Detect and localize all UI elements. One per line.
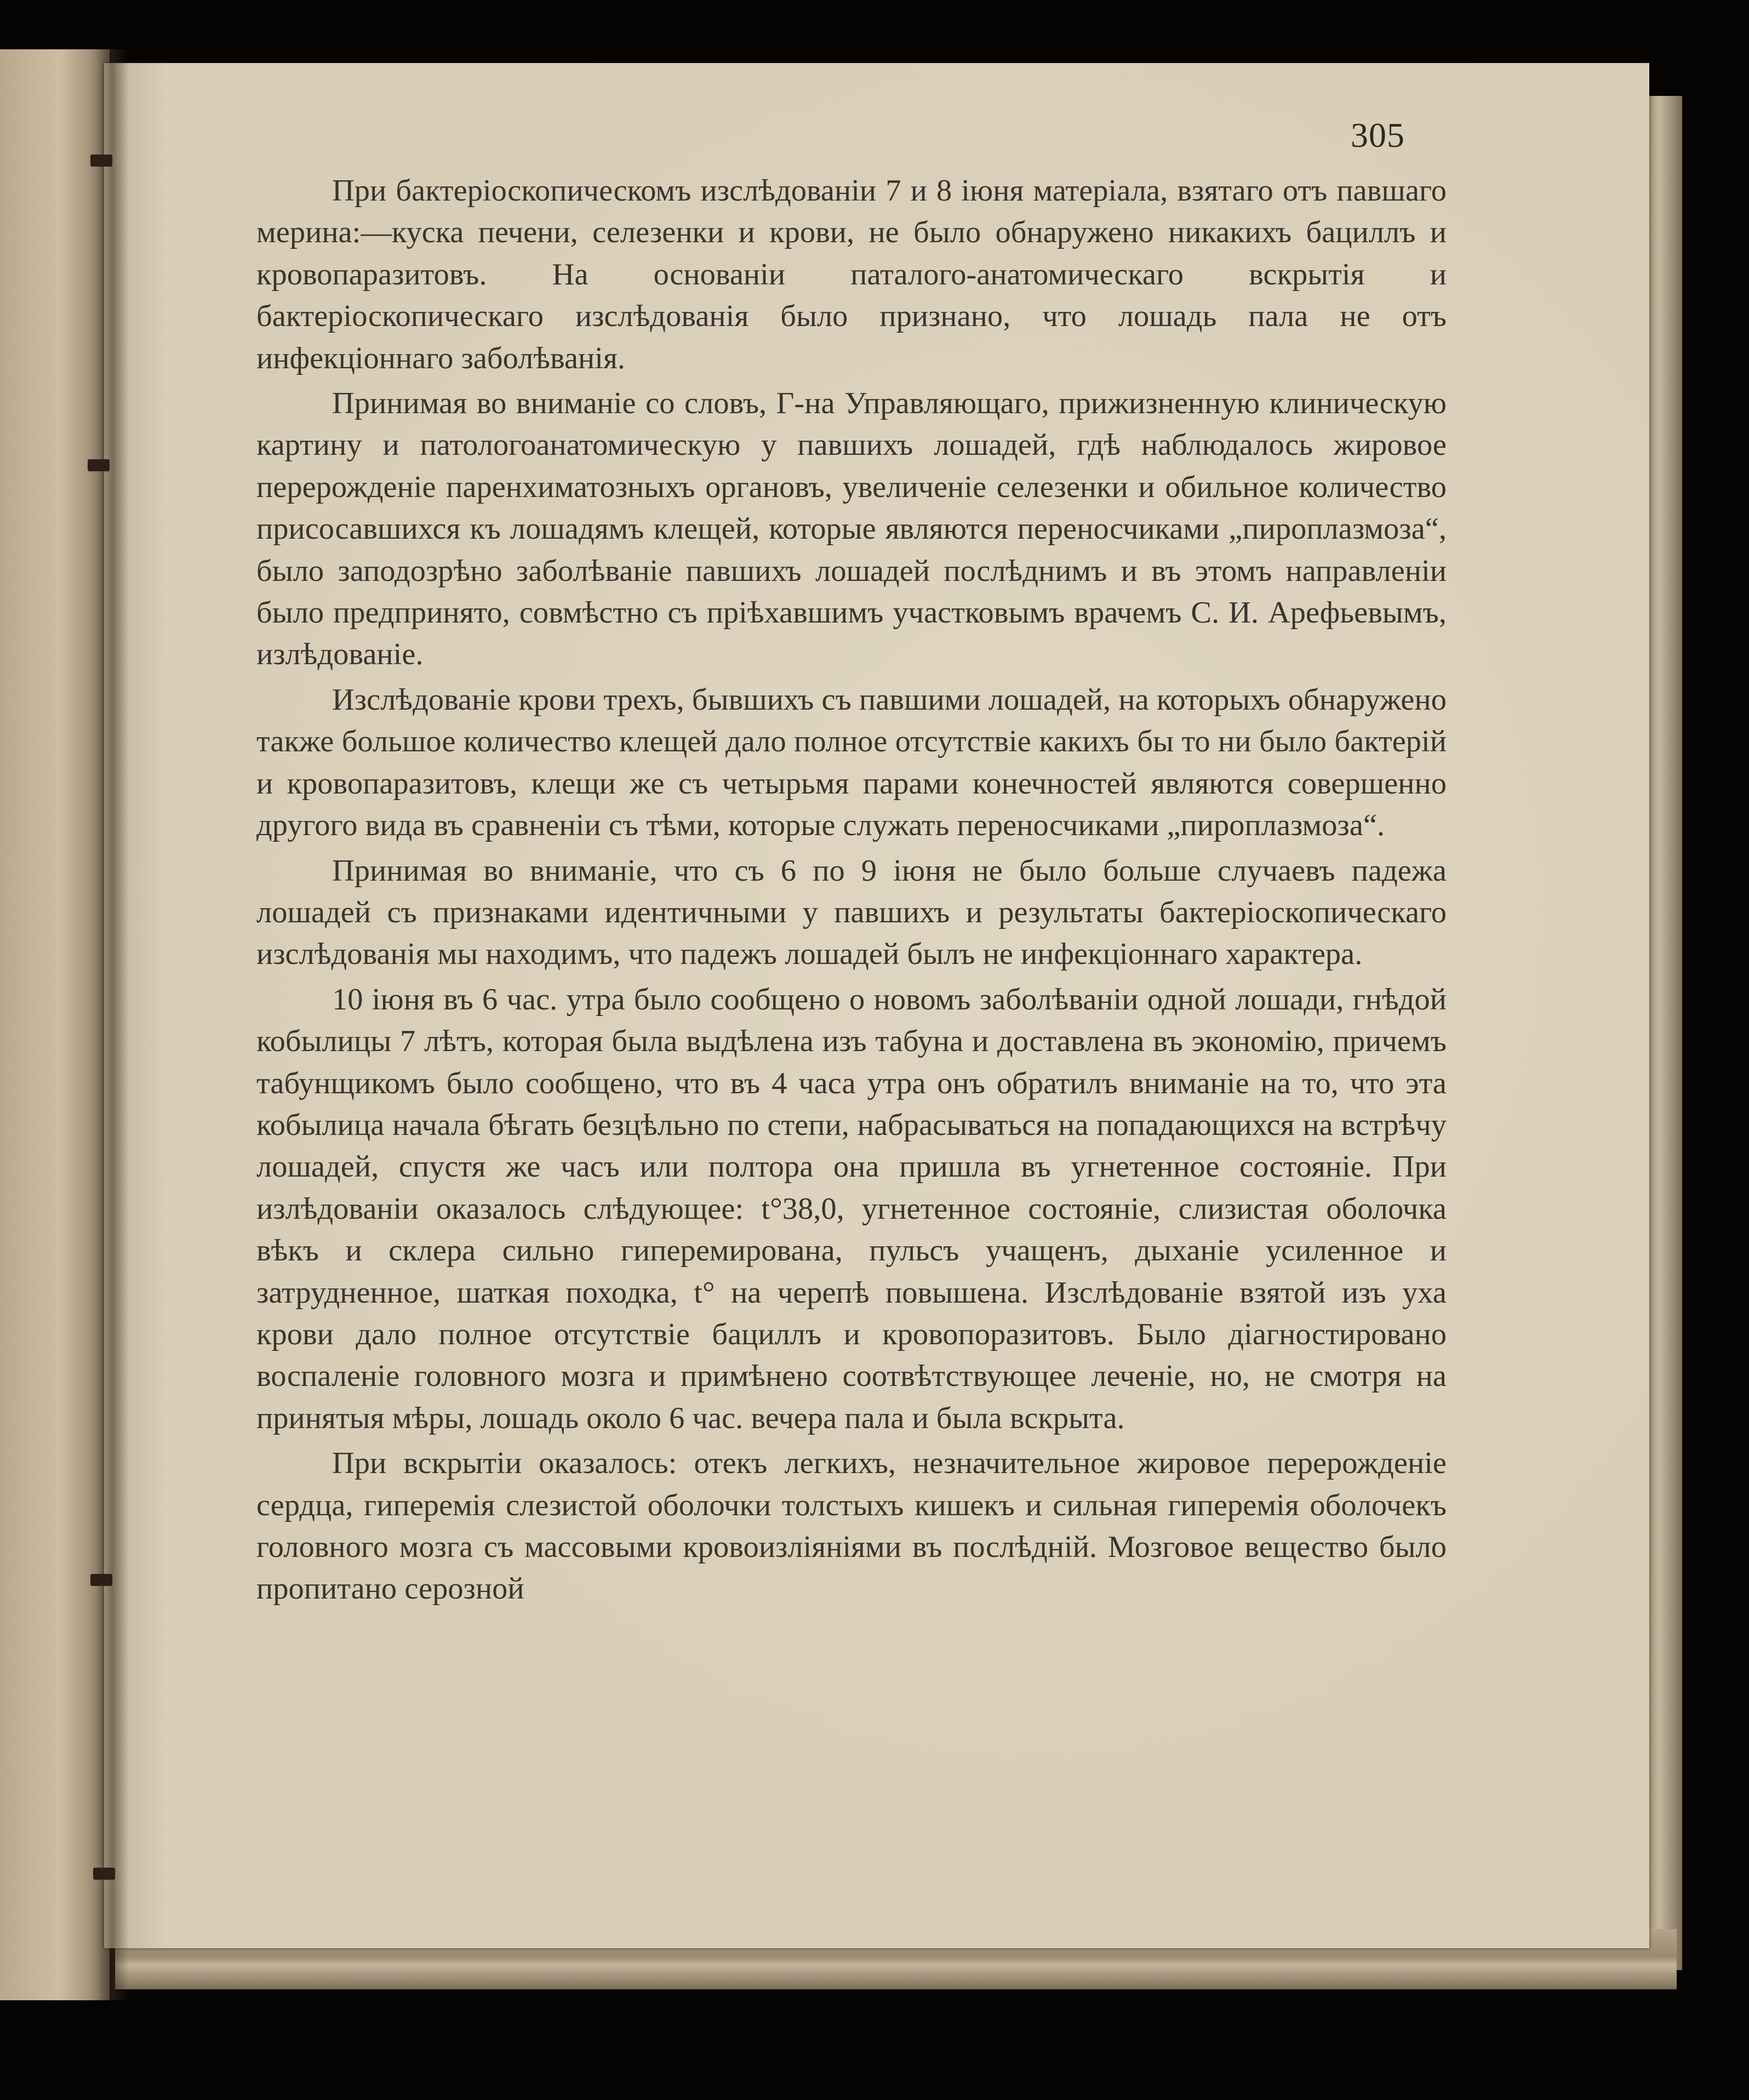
paragraph-3: Изслѣдованіе крови трехъ, бывшихъ съ павшими лошадей, на которыхъ обнаружено также большое количество клещей дало полное отсутствіе какихъ бы то ни было бактерій и кровопаразитовъ, клещи же съ четырьмя парами конечностей являются совершенно другого вида въ сравненіи съ тѣми, которые служать переносчиками „пироплазмоза“. [256,682,1447,843]
binding-thread-mark [88,459,110,471]
binding-thread-mark [90,1574,112,1586]
page-number: 305 [1351,116,1405,155]
binding-thread-mark [90,155,112,167]
paragraph-2: Принимая во вниманіе со словъ, Г-на Управляющаго, прижизненную клиническую картину и патологоанатомическую у павшихъ лошадей, гдѣ наблюдалось жировое перерожденіе паренхиматозныхъ органовъ, увеличеніе селезенки и обильное количество присосавшихся къ лошадямъ клещей, которые являются переносчиками „пироплазмоза“, было заподозрѣно заболѣваніе павшихъ лошадей послѣднимъ и въ этомъ направленіи было предпринято, совмѣстно съ пріѣхавшимъ участковымъ врачемъ С. И. Арефьевымъ, излѣдованіе. [256,386,1447,672]
body-text [256,170,1447,1610]
binding-thread-mark [93,1868,115,1880]
paragraph-1: При бактеріоскопическомъ изслѣдованіи 7 и 8 іюня матеріала, взятаго отъ павшаго мерина:—куска печени, селезенки и крови, не было обнаружено никакихъ бациллъ и кровопаразитовъ. На основаніи паталого-анатомическаго вскрытія и бактеріоскопическаго изслѣдованія было признано, что лошадь пала не отъ инфекціоннаго заболѣванія. [256,174,1447,375]
paragraph-4: Принимая во вниманіе, что съ 6 по 9 іюня не было больше случаевъ падежа лошадей съ признаками идентичными у павшихъ и результаты бактеріоскопическаго изслѣдованія мы находимъ, что падежъ лошадей былъ не инфекціоннаго характера. [256,853,1447,972]
paragraph-5: 10 іюня въ 6 час. утра было сообщено о новомъ заболѣваніи одной лошади, гнѣдой кобылицы 7 лѣтъ, которая была выдѣлена изъ табуна и доставлена въ экономію, причемъ табунщикомъ было сообщено, что въ 4 часа утра онъ обратилъ вниманіе на то, что эта кобылица начала бѣгать безцѣльно по степи, набрасываться на попадающихся на встрѣчу лошадей, спустя же часъ или полтора она пришла въ угнетенное состояніе. При излѣдованіи оказалось слѣдующее: t°38,0, угнетенное состояніе, слизистая оболочка вѣкъ и склера сильно гиперемирована, пульсъ учащенъ, дыханіе усиленное и затрудненное, шаткая походка, t° на черепѣ повышена. Изслѣдованіе взятой изъ уха крови дало полное отсутствіе бациллъ и кровопоразитовъ. Было діагностировано воспаленіе головного мозга и примѣнено соотвѣтствующее леченіе, но, не смотря на принятыя мѣры, лошадь около 6 час. вечера пала и была вскрыта. [256,982,1447,1435]
paragraph-6: При вскрытіи оказалось: отекъ легкихъ, незначительное жировое перерожденіе сердца, гиперемія слезистой оболочки толстыхъ кишекъ и сильная гиперемія оболочекъ головного мозга съ массовыми кровоизліяніями въ послѣдній. Мозговое вещество было пропитано серозной [256,1446,1447,1606]
spine-shadow [96,49,129,2000]
previous-page-edge [0,49,110,2000]
page-stack-right-edge [1644,96,1682,1970]
